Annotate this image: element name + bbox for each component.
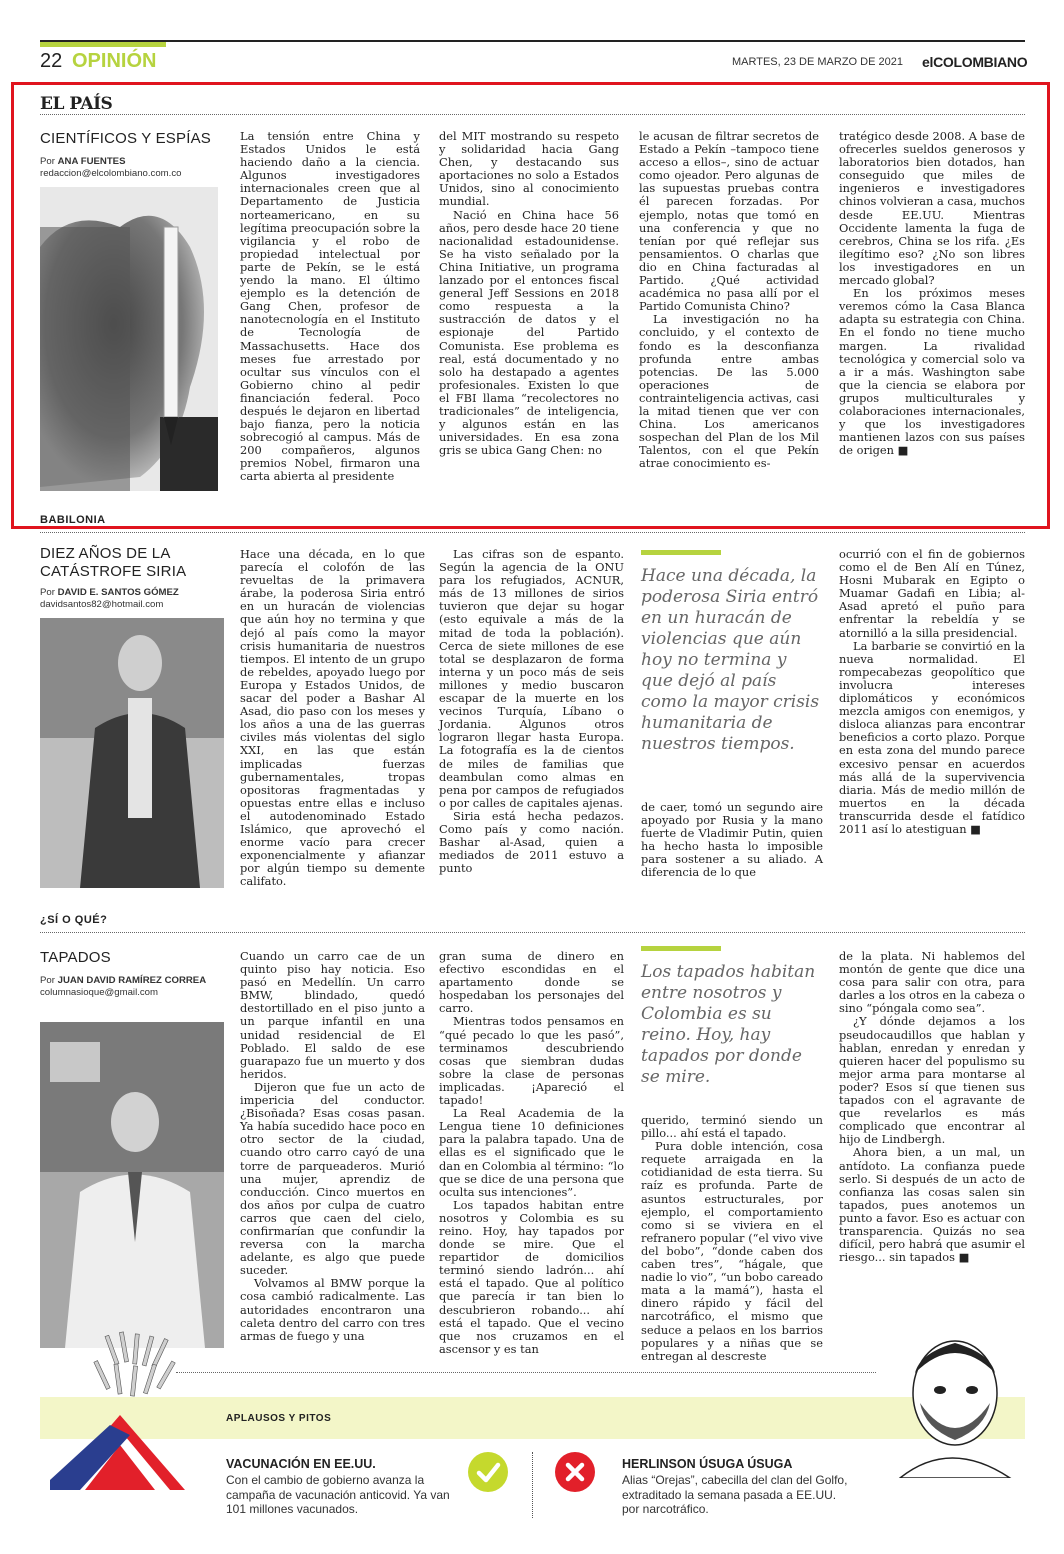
fountain-pen-illustration bbox=[40, 187, 218, 491]
page-number: 22 bbox=[40, 50, 63, 72]
article-column-4 bbox=[839, 548, 1025, 836]
article-title-line-2: CATÁSTROFE SIRIA bbox=[40, 563, 187, 580]
paragraph: Cuando un carro cae de un quinto piso hay noticia. Eso pasó en Medellín. Un carro BMW, blindado, quedó destortillado en el piso junto a un parque infantil en una unidad residencial de El Poblado. El saldo de ese guarapazo fue un muerto y dos heridos. bbox=[240, 949, 425, 1081]
paragraph: de caer, tomó un segundo aire apoyado por Rusia y la mano fuerte de Vladimir Putin, quien ha hecho hasta lo imposible para sostener a su aliado. A diferencia de lo que bbox=[641, 800, 823, 880]
author-portrait bbox=[40, 618, 224, 888]
aplausos-label: APLAUSOS Y PITOS bbox=[226, 1413, 332, 1424]
article-title-line-1: DIEZ AÑOS DE LA bbox=[40, 545, 171, 562]
paragraph: La tensión entre China y Estados Unidos le está haciendo daño a la ciencia. Algunos investigadores internacionales creen que al Departamento de Justicia norteamericano, en su legítima preocupación sobre la vigilancia y el robo de propiedad intelectual por parte de Pekín, se le está yendo la mano. El último ejemplo es la detención de Gang Chen, profesor de nanotecnología en el Instituto de Tecnología de Massachusetts. Hace dos meses fue arrestado por ocultar sus vínculos con el Gobierno chino al pedir financiación federal. Poco después le dejaron en libertad bajo fianza, pero la noticia sobrecogió al campus. Más de 200 compañeros, algunos premios Nobel, firmaron una carta abierta al presidente bbox=[240, 129, 420, 484]
paragraph: Ahora bien, a un mal, un antídoto. La confianza puede serlo. Si después de un acto de confianza las cosas salen sin tapados, pues anotemos un punto a favor. Eso es actuar con transparencia. Quizás no sea difícil, pero habrá que asumir el riesgo... sin tapados ■ bbox=[839, 1145, 1025, 1265]
paragraph: Pura doble intención, cosa requete arraigada en la cotidianidad de esta tierra. Su raíz es profunda. Parte de asuntos estructurales, por ejemplo, el comportamiento como si se viviera en el refranero popular (“el vivo vive del bobo”, “donde caben dos caben tres”, “hágale, que nadie lo vio”, “un bobo careado mata a la mamá”), hasta el dinero rápido y fácil del narcotráfico, el mismo que seduce a pelaos en los barrios populares y a niñas que se entregan al descreste bbox=[641, 1139, 823, 1363]
pito-text: Alias “Orejas”, cabecilla del clan del Golfo, extraditado la semana pasada a EE.UU. por narcotráfico. bbox=[622, 1473, 848, 1516]
pullquote-accent-bar bbox=[641, 946, 721, 951]
article-column-3 bbox=[641, 1114, 823, 1363]
article-column-4 bbox=[839, 130, 1025, 457]
pull-quote: Hace una década, la poderosa Siria entró en un huracán de violencias que aún hoy no termina y que dejó al país como la mayor crisis humanitaria de nuestros tiempos. bbox=[641, 566, 820, 754]
paragraph: Mientras todos pensamos en “qué pecado lo que les pasó”, terminamos descubriendo cosas que siembran dudas sobre la clase de personas implicadas. ¡Apareció el tapado! bbox=[439, 1014, 624, 1108]
article-column-4 bbox=[839, 950, 1025, 1264]
divider bbox=[40, 932, 1025, 933]
column-kicker: ¿SÍ O QUÉ? bbox=[40, 914, 108, 926]
paragraph: En los próximos meses veremos cómo la Casa Blanca adapta su estrategia con China. En el fondo no tiene mucho margen. La rivalidad tecnológica y comercial solo va a ir a más. Washington sabe que la ciencia se elabora por grupos multiculturales y colaboraciones internacionales, y que los investigadores mantienen lazos con sus países de origen ■ bbox=[839, 286, 1025, 458]
article-title: CIENTÍFICOS Y ESPÍAS bbox=[40, 130, 211, 147]
paragraph: Las cifras son de espanto. Según la agencia de la ONU para los refugiados, ACNUR, más de 13 millones de sirios tuvieron que dejar su hogar (esto equivale a más de la mitad de toda la población). Cerca de siete millones de ese total se desplazaron de forma interna y un poco más de seis millones y medio buscaron escapar de la muerte en los vecinos Turquía, Líbano o Jordania. Algunos otros lograron llegar hasta Europa. La fotografía es la de cientos de miles de familias que deambulan como almas en pena por campos de refugiados o por calles de capitales ajenas. bbox=[439, 547, 624, 810]
article-column-1 bbox=[240, 950, 425, 1343]
source-logo: EL PAÍS bbox=[40, 94, 113, 114]
pito-title: HERLINSON ÚSUGA ÚSUGA bbox=[622, 1457, 793, 1471]
header-date: MARTES, 23 DE MARZO DE 2021 bbox=[732, 56, 903, 68]
paragraph: del MIT mostrando su respeto y solidaridad hacia Gang Chen, y destacando sus aportaciones no solo a Estados Unidos, sino al conocimiento mundial. bbox=[439, 129, 619, 209]
x-icon bbox=[555, 1452, 595, 1492]
section-title: OPINIÓN bbox=[72, 50, 157, 72]
paragraph: querido, terminó siendo un pillo... ahí está el tapado. bbox=[641, 1113, 823, 1141]
caricature-illustration bbox=[880, 1328, 1025, 1478]
article-column-2 bbox=[439, 548, 624, 875]
author-email: davidsantos82@hotmail.com bbox=[40, 599, 164, 610]
brand-logo: elCOLOMBIANO bbox=[922, 54, 1028, 70]
paragraph: le acusan de filtrar secretos de Estado a Pekín –tampoco tiene acceso a ellos–, sino de actuar como ojeador. Pero algunas de las supuestas pruebas contra él parecen forzadas. Por ejemplo, notas que tomó en una conferencia y que no tenían por qué reflejar sus pensamientos. O charlas que dio en China facturadas al Partido. ¿Qué actividad académica no pasa allí por el Partido Comunista Chino? bbox=[639, 129, 819, 314]
article-column-3 bbox=[641, 801, 823, 880]
divider bbox=[40, 532, 1025, 533]
article-title: TAPADOS bbox=[40, 949, 111, 966]
byline: Por DAVID E. SANTOS GÓMEZ bbox=[40, 587, 179, 598]
paragraph: tratégico desde 2008. A base de ofrecerles sueldos generosos y laboratorios bien dotados, han conseguido que miles de ingenieros e investigadores chinos volvieran a casa, muchos desde EE.UU. Mientras Occidente lamenta la fuga de cerebros, China se los rifa. ¿Es ilegítimo eso? ¿No son libres los investigadores en un mercado global? bbox=[839, 129, 1025, 288]
pull-quote: Los tapados habitan entre nosotros y Colombia es su reino. Hoy, hay tapados por donde se mire. bbox=[641, 962, 816, 1087]
paragraph: de la plata. Ni hablemos del montón de gente que dice una cosa para salir con otra, para darles a los otros en la cabeza o sino “póngala como sea”. bbox=[839, 949, 1025, 1016]
paragraph: La barbarie se convirtió en la nueva normalidad. El rompecabezas geopolítico que involucra intereses diplomáticos y económicos mezcla amigos con enemigos, y disloca alianzas para encontrar beneficios a corto plazo. Porque en esta zona del mundo parece excesivo pensar en acuerdos más allá de la supervivencia diaria. Más de medio millón de muertos en la década transcurrida desde el fatídico 2011 así lo atestiguan ■ bbox=[839, 638, 1025, 836]
paragraph: La Real Academia de la Lengua tiene 10 definiciones para la palabra tapado. Una de ellas es el significado que le dan en Colombia al término: “lo que se dice de una persona que oculta sus intenciones”. bbox=[439, 1106, 624, 1199]
section-accent-bar bbox=[40, 42, 166, 47]
divider bbox=[40, 114, 1025, 115]
check-icon bbox=[468, 1452, 508, 1492]
divider bbox=[532, 1452, 533, 1518]
paragraph: ocurrió con el fin de gobiernos como el de Ben Alí en Túnez, Hosni Mubarak en Egipto o Muamar Gadafi en Libia; al-Asad apretó el puño para enfrentar la rebeldía y se atornilló a la silla presidencial. bbox=[839, 547, 1025, 640]
article-column-2 bbox=[439, 950, 624, 1356]
article-column-1 bbox=[240, 130, 420, 484]
us-flag-vaccines-illustration bbox=[40, 1330, 200, 1490]
author-email: columnasioque@gmail.com bbox=[40, 987, 158, 998]
pullquote-accent-bar bbox=[641, 550, 721, 555]
column-kicker: BABILONIA bbox=[40, 514, 106, 526]
header-rule bbox=[40, 40, 1025, 42]
paragraph: Siria está hecha pedazos. Como país y como nación. Bashar al-Asad, quien a mediados de 2011 estuvo a punto bbox=[439, 808, 624, 876]
article-column-2 bbox=[439, 130, 619, 457]
divider bbox=[176, 1372, 876, 1373]
paragraph: Nació en China hace 56 años, pero desde hace 20 tiene nacionalidad estadounidense. Se ha visto señalado por la China Initiative, un programa lanzado por el entonces fiscal general Jeff Sessions en 2018 como respuesta a la sustracción de datos y el espionaje del Partido Comunista. Ese problema es real, está documentado y no solo ha destapado a agentes profesionales. Existen lo que el FBI llama “recolectores no tradicionales” de inteligencia, y algunos están en las universidades. En esa zona gris se ubica Gang Chen: no bbox=[439, 207, 619, 458]
byline: Por ANA FUENTES bbox=[40, 156, 126, 167]
paragraph: Dijeron que fue un acto de impericia del conductor. ¿Bisoñada? Esas cosas pasan. Ya había sucedido hace poco en otro sector de la ciudad, cuando otro carro cayó de una torre de parqueaderos. Murió una mujer, aprendiz de conducción. Cinco muertos en dos años por culpa de cuatro carros que caen del cielo, confirmarían que confundir la reversa con la marcha adelante, es algo que puede suceder. bbox=[240, 1079, 425, 1278]
paragraph: Hace una década, en lo que parecía el colofón de las revueltas de la primavera árabe, la poderosa Siria entró en un huracán de violencias que aún hoy no termina y que dejó al país como la mayor crisis humanitaria de nuestros tiempos. El intento de un grupo de rebeldes, apoyado luego por Europa y Estados Unidos, de sacar del poder a Bashar Al Asad, dio paso con los meses y los años a una de las guerras civiles más violentas del siglo XXI, en las que están implicadas fuerzas gubernamentales, tropas opositoras fragmentadas y opuestas entre ellas e incluso el autodenominado Estado Islámico, que aprovechó el enorme vacío para crecer exponencialmente y afianzar por algún tiempo su demente califato. bbox=[240, 547, 425, 889]
aplauso-text: Con el cambio de gobierno avanza la campaña de vacunación anticovid. Ya van 101 millones vacunados. bbox=[226, 1473, 450, 1516]
paragraph: Volvamos al BMW porque la cosa cambió radicalmente. Las autoridades encontraron una caleta dentro del carro con tres armas de fuego y una bbox=[240, 1276, 425, 1343]
byline: Por JUAN DAVID RAMÍREZ CORREA bbox=[40, 975, 207, 986]
author-portrait bbox=[40, 1022, 224, 1348]
paragraph: Los tapados habitan entre nosotros y Colombia es su reino. Hoy, hay tapados por donde se mire. Que el repartidor de domicilios terminó siendo ladrón... ahí está el tapado. Que al político que parecía ir tan bien lo descubrieron robando... ahí está el tapado. Que el vecino que nos cruzamos en el ascensor y es tan bbox=[439, 1197, 624, 1356]
article-column-3 bbox=[639, 130, 819, 470]
paragraph: gran suma de dinero en efectivo escondidas en el apartamento donde se hospedaban los personajes del carro. bbox=[439, 949, 624, 1016]
paragraph: ¿Y dónde dejamos a los pseudocaudillos que hablan y hablan, enredan y enredan y quieren hacer del populismo su mejor arma para montarse al poder? Esos sí que tienen sus tapados con el agravante de que revelarlos es más complicado que encontrar al hijo de Lindbergh. bbox=[839, 1014, 1025, 1147]
paragraph: La investigación no ha concluido, y el contexto de fondo es la desconfianza profunda entre ambas potencias. De las 5.000 operaciones de contrainteligencia activas, casi la mitad tienen que ver con China. Los americanos sospechan del Plan de los Mil Talentos, con el que Pekín atrae conocimiento es- bbox=[639, 312, 819, 471]
article-column-1 bbox=[240, 548, 425, 888]
author-email: redaccion@elcolombiano.com.co bbox=[40, 168, 182, 179]
aplauso-title: VACUNACIÓN EN EE.UU. bbox=[226, 1457, 376, 1471]
